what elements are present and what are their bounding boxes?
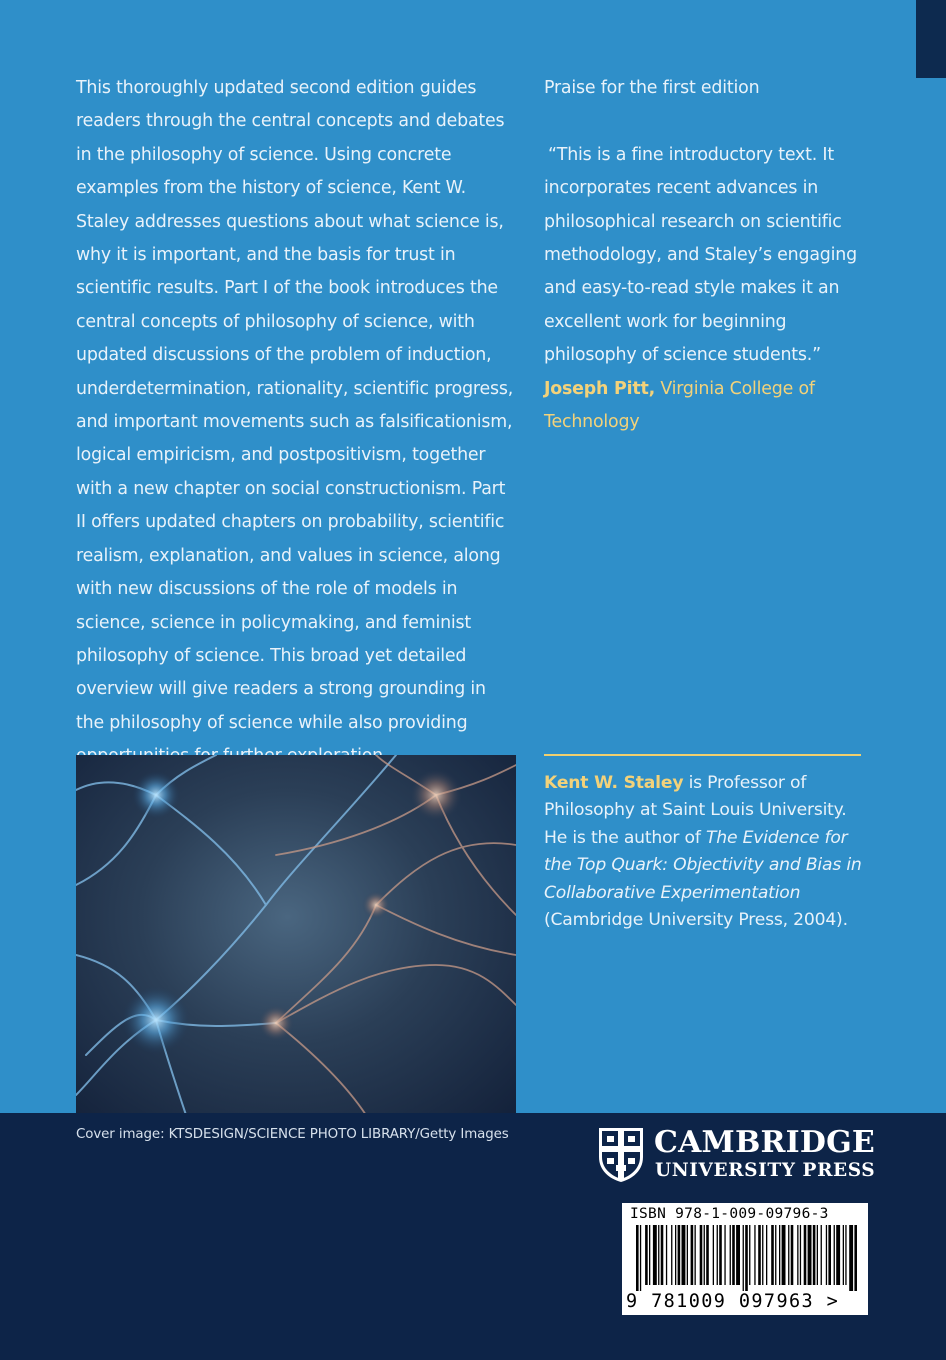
praise-author-name: Joseph Pitt, <box>544 378 655 399</box>
neuron-cover-image <box>76 755 516 1115</box>
neuron-illustration <box>76 755 516 1115</box>
barcode-number: 9 781009 097963 > <box>626 1291 840 1312</box>
praise-section <box>544 72 874 439</box>
cover-image-credit: Cover image: KTSDESIGN/SCIENCE PHOTO LIBRARY/Getty Images <box>76 1127 509 1142</box>
isbn-barcode <box>622 1203 868 1315</box>
author-bio <box>544 770 874 934</box>
author-name: Kent W. Staley <box>544 773 684 793</box>
praise-heading: Praise for the first edition <box>544 78 760 98</box>
publisher-logo <box>598 1125 876 1183</box>
publisher-name: CAMBRIDGE <box>654 1125 875 1160</box>
praise-quote: “This is a fine introductory text. It incorporates recent advances in philosophical research on scientific methodology, and Staley’s engaging and easy-to-read style makes it an excellent work for beginning philosophy of science students.” <box>544 144 857 366</box>
bio-text-2: (Cambridge University Press, 2004). <box>544 910 848 931</box>
book-description: This thoroughly updated second edition guides readers through the central concepts and debates in the philosophy of science. Using concrete examples from the history of science, Kent W. Staley addresses questions about what science is, why it is important, and the basis for trust in scientific results. Part I of the book introduces the central concepts of philosophy of science, with updated discussions of the problem of induction, underdetermination, rationality, scientific progress, and important movements such as falsificationism, logical empiricism, and postpositivism, together with a new chapter on social constructionism. Part II offers updated chapters on probability, scientific realism, explanation, and values in science, along with new discussions of the role of models in science, science in policymaking, and feminist philosophy of science. This broad yet detailed overview will give readers a strong grounding in the philosophy of science while also providing <box>76 78 514 733</box>
cambridge-crest-icon <box>598 1127 644 1183</box>
publisher-subtitle: UNIVERSITY PRESS <box>655 1160 876 1181</box>
praise-attribution <box>544 373 874 440</box>
bio-divider <box>544 754 861 756</box>
isbn-label: ISBN 978-1-009-09796-3 <box>630 1206 829 1222</box>
bio-text-1: is Professor of Philosophy at Saint Louis University. He is the author of <box>544 773 847 848</box>
bio-book-title: The Evidence for the Top Quark: Objectivity and Bias in Collaborative Experimentation <box>544 827 862 903</box>
barcode-bars <box>622 1225 868 1291</box>
top-edge-tab <box>916 0 946 78</box>
praise-author-affiliation: Virginia College of Technology <box>544 378 815 433</box>
